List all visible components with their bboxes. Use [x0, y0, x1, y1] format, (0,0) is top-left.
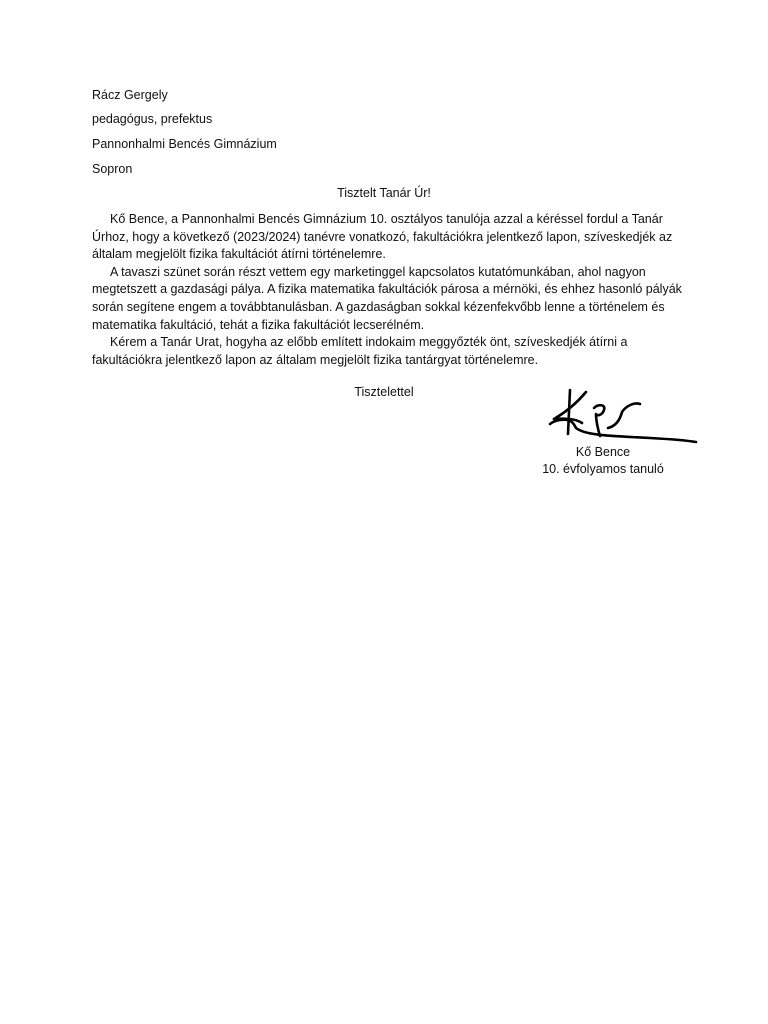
salutation: Tisztelt Tanár Úr! — [337, 186, 431, 200]
sender-school: Pannonhalmi Bencés Gimnázium — [92, 137, 277, 151]
paragraph-closing-request: Kérem a Tanár Urat, hogyha az előbb említett indokaim meggyőzték önt, szíveskedjék átírni a fakultációkra jelentkező lapon az általam megjelölt fizika tantárgyat történelemre. — [92, 335, 628, 367]
paragraph-reason: A tavaszi szünet során részt vettem egy marketinggel kapcsolatos kutatómunkában, ahol nagyon megtetszett a gazdasági pálya. A fizika matematika fakultációk párosa a mérnöki, és ehhez hasonló pályák során segítene engem a továbbtanulásban. A gazdaságban sokkal kézenfekvőbb lenne a történelem és matematika fakultáció, tehát a fizika fakultációt lecserélném. — [92, 264, 682, 332]
signature-name: Kő Bence — [575, 445, 631, 459]
paragraph-request: Kő Bence, a Pannonhalmi Bencés Gimnázium 10. osztályos tanulója azzal a kéréssel fordul a Tanár Úrhoz, hogy a következő (2023/2024) tanévre vonatkozó, fakultációkra jelentkező lapon, szíveskedjék az általam megjelölt fizika fakultációt átírni történelemre. — [92, 212, 673, 262]
letter-body — [92, 211, 692, 369]
sender-city: Sopron — [92, 162, 133, 176]
sender-role: pedagógus, prefektus — [92, 112, 213, 126]
closing: Tisztelettel — [354, 385, 414, 399]
sender-name: Rácz Gergely — [92, 88, 168, 102]
handwritten-signature — [546, 386, 700, 448]
signature-role: 10. évfolyamos tanuló — [542, 462, 664, 476]
